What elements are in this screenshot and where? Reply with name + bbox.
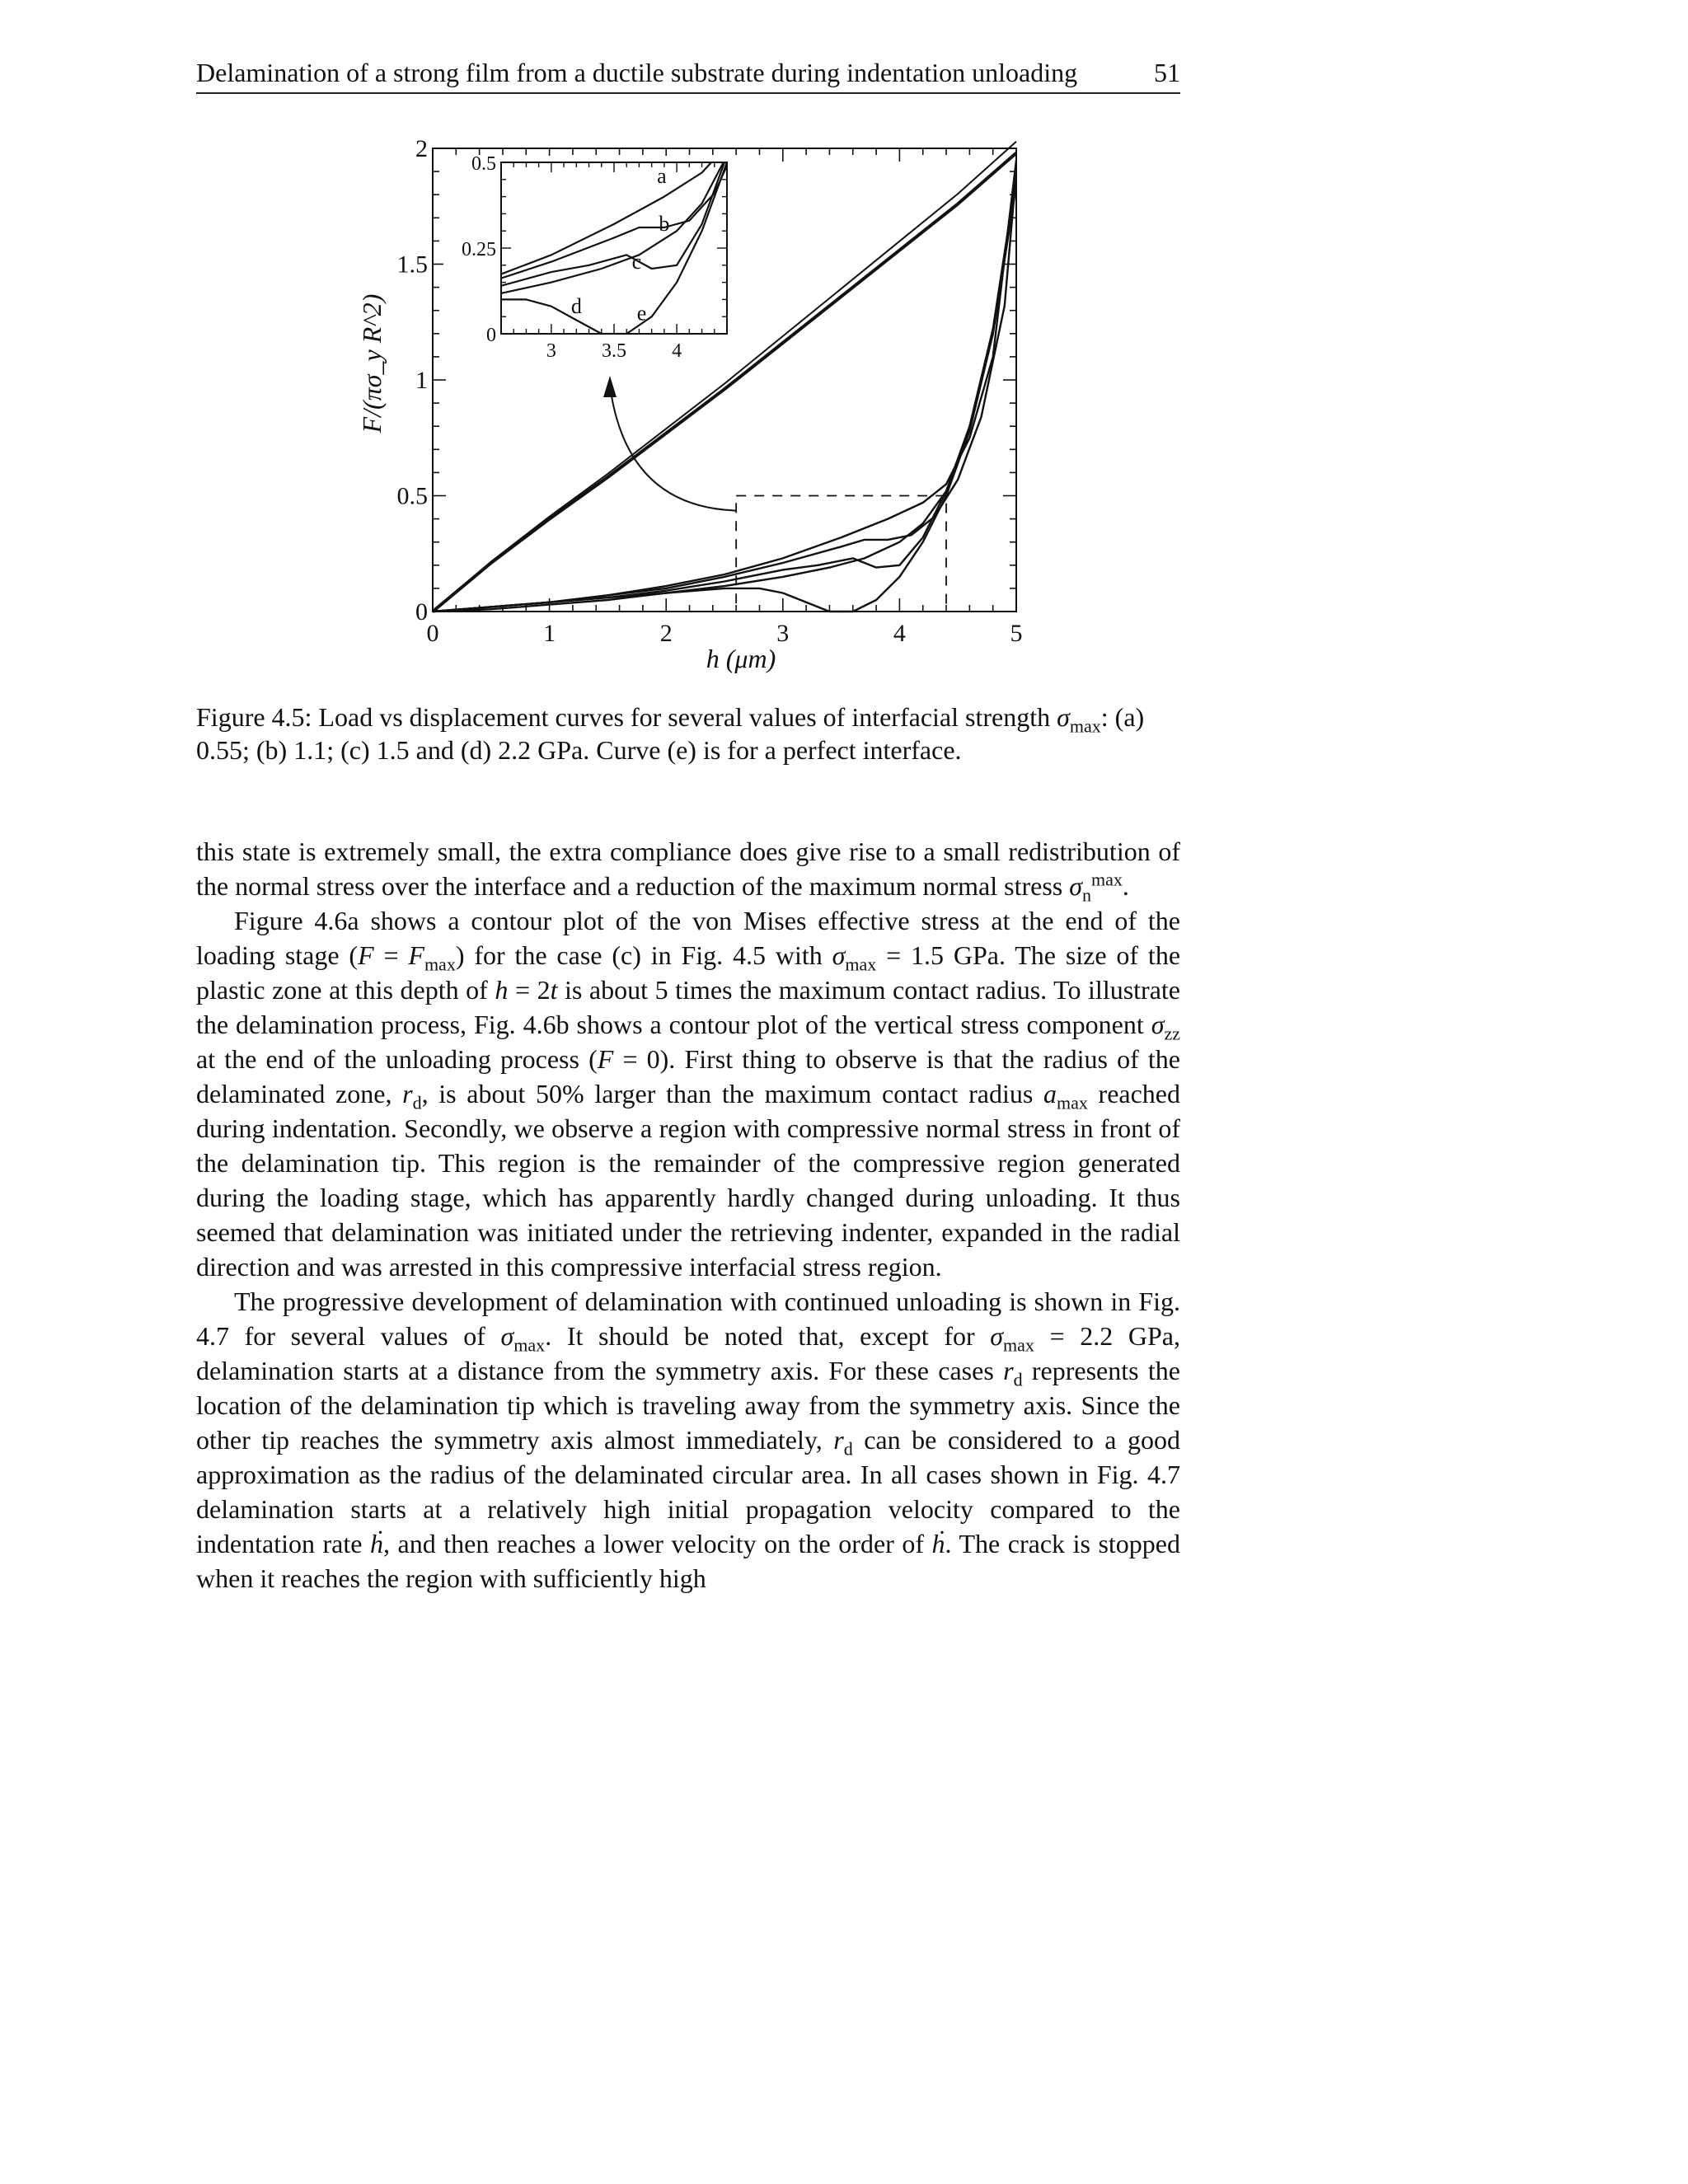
inset-x-tick-label: 3.5 [602, 340, 626, 362]
inset-plot [175, 0, 802, 511]
inset-y-tick-label: 0.25 [462, 239, 496, 260]
y-axis-label: F/(πσ_y R^2) [357, 293, 387, 434]
inset-y-tick-label: 0 [486, 325, 496, 346]
inset-y-tick-label: 0.5 [471, 153, 496, 175]
y-tick-label: 0 [415, 598, 428, 626]
x-tick-label: 4 [893, 620, 906, 647]
x-tick-label: 0 [426, 620, 439, 647]
curve-label-e: e [636, 301, 647, 326]
curve-label-d: d [570, 294, 582, 319]
zoom-arrow [610, 386, 736, 511]
paragraph: The progressive development of delamination with continued unloading is shown in Fig. 4.7 for several values of $\sigma_{max}$. It should be noted that, except for $\sigma_{max} = 2.2$ GPa, delamination starts at a distance from the symmetry axis. For these cases $r_d$ represents the location of the delamination tip which is traveling away from the symmetry axis. Since the other tip reaches the symmetry axis almost immediately, $r_d$ can be considered to a good approximation as the radius of the delaminated circular area. In all cases shown in Fig. 4.7 delamination starts at a relatively high initial propagation velocity compared to the indentation rate ḣ, and then reaches a lower velocity on the order of ḣ. The crack is stopped when it reaches the region with sufficiently high [196, 1286, 1181, 1593]
x-tick-label: 5 [1010, 620, 1023, 647]
paragraph: this state is extremely small, the extra compliance does give rise to a small redistribution of the normal stress over the interface and a reduction of the maximum normal stress $\sigma_n^{max}$. [196, 837, 1180, 906]
inset-x-tick-label: 4 [672, 340, 682, 362]
curve-label-a: a [657, 163, 667, 188]
x-tick-label: 2 [659, 620, 673, 647]
x-tick-label: 3 [776, 620, 790, 647]
y-tick-label: 2 [415, 135, 428, 162]
y-tick-label: 0.5 [396, 482, 428, 510]
figure-caption: Figure 4.5: Load vs displacement curves for several values of interfacial strength $\sigma_{max}$: (a) 0.55; (b) 1.1; (c) 1.5 and (d) 2.2 GPa. Curve (e) is for a perfect interface. [196, 702, 1145, 765]
body-text [196, 834, 1180, 1596]
curve-label-c: c [631, 249, 642, 274]
y-tick-label: 1.5 [396, 251, 428, 279]
paragraph: Figure 4.6a shows a contour plot of the von Mises effective stress at the end of the loading stage $(F = F_{max})$ for the case (c) in Fig. 4.5 with $\sigma_{max} = 1.5$ GPa. The size of the plastic zone at this depth of h = 2t is about 5 times the maximum contact radius. To illustrate the delamination process, Fig. 4.6b shows a contour plot of the vertical stress component $\sigma_{zz}$ at the end of the unloading process (F = 0). First thing to observe is that the radius of the delaminated zone, $r_d$, is about 50% larger than the maximum contact radius $a_{max}$ reached during indentation. Secondly, we observe a region with compressive normal stress in front of the delamination tip. This region is the remainder of the compressive region generated during the loading stage, which has apparently hardly changed during unloading. It thus seemed that delamination was initiated under the retrieving indenter, expanded in the radial direction and was arrested in this compressive interfacial stress region. [196, 906, 1181, 1282]
x-tick-label: 1 [543, 620, 556, 647]
page-number: 51 [1154, 58, 1180, 87]
running-title: Delamination of a strong film from a ductile substrate during indentation unloading [196, 58, 1078, 87]
curve-label-b: b [659, 212, 670, 237]
y-tick-label: 1 [415, 367, 428, 394]
inset-x-tick-label: 3 [546, 340, 556, 362]
zoom-arrow-head [603, 376, 617, 397]
x-axis-label: h (μm) [706, 644, 776, 673]
figure-4-5 [0, 0, 1688, 701]
